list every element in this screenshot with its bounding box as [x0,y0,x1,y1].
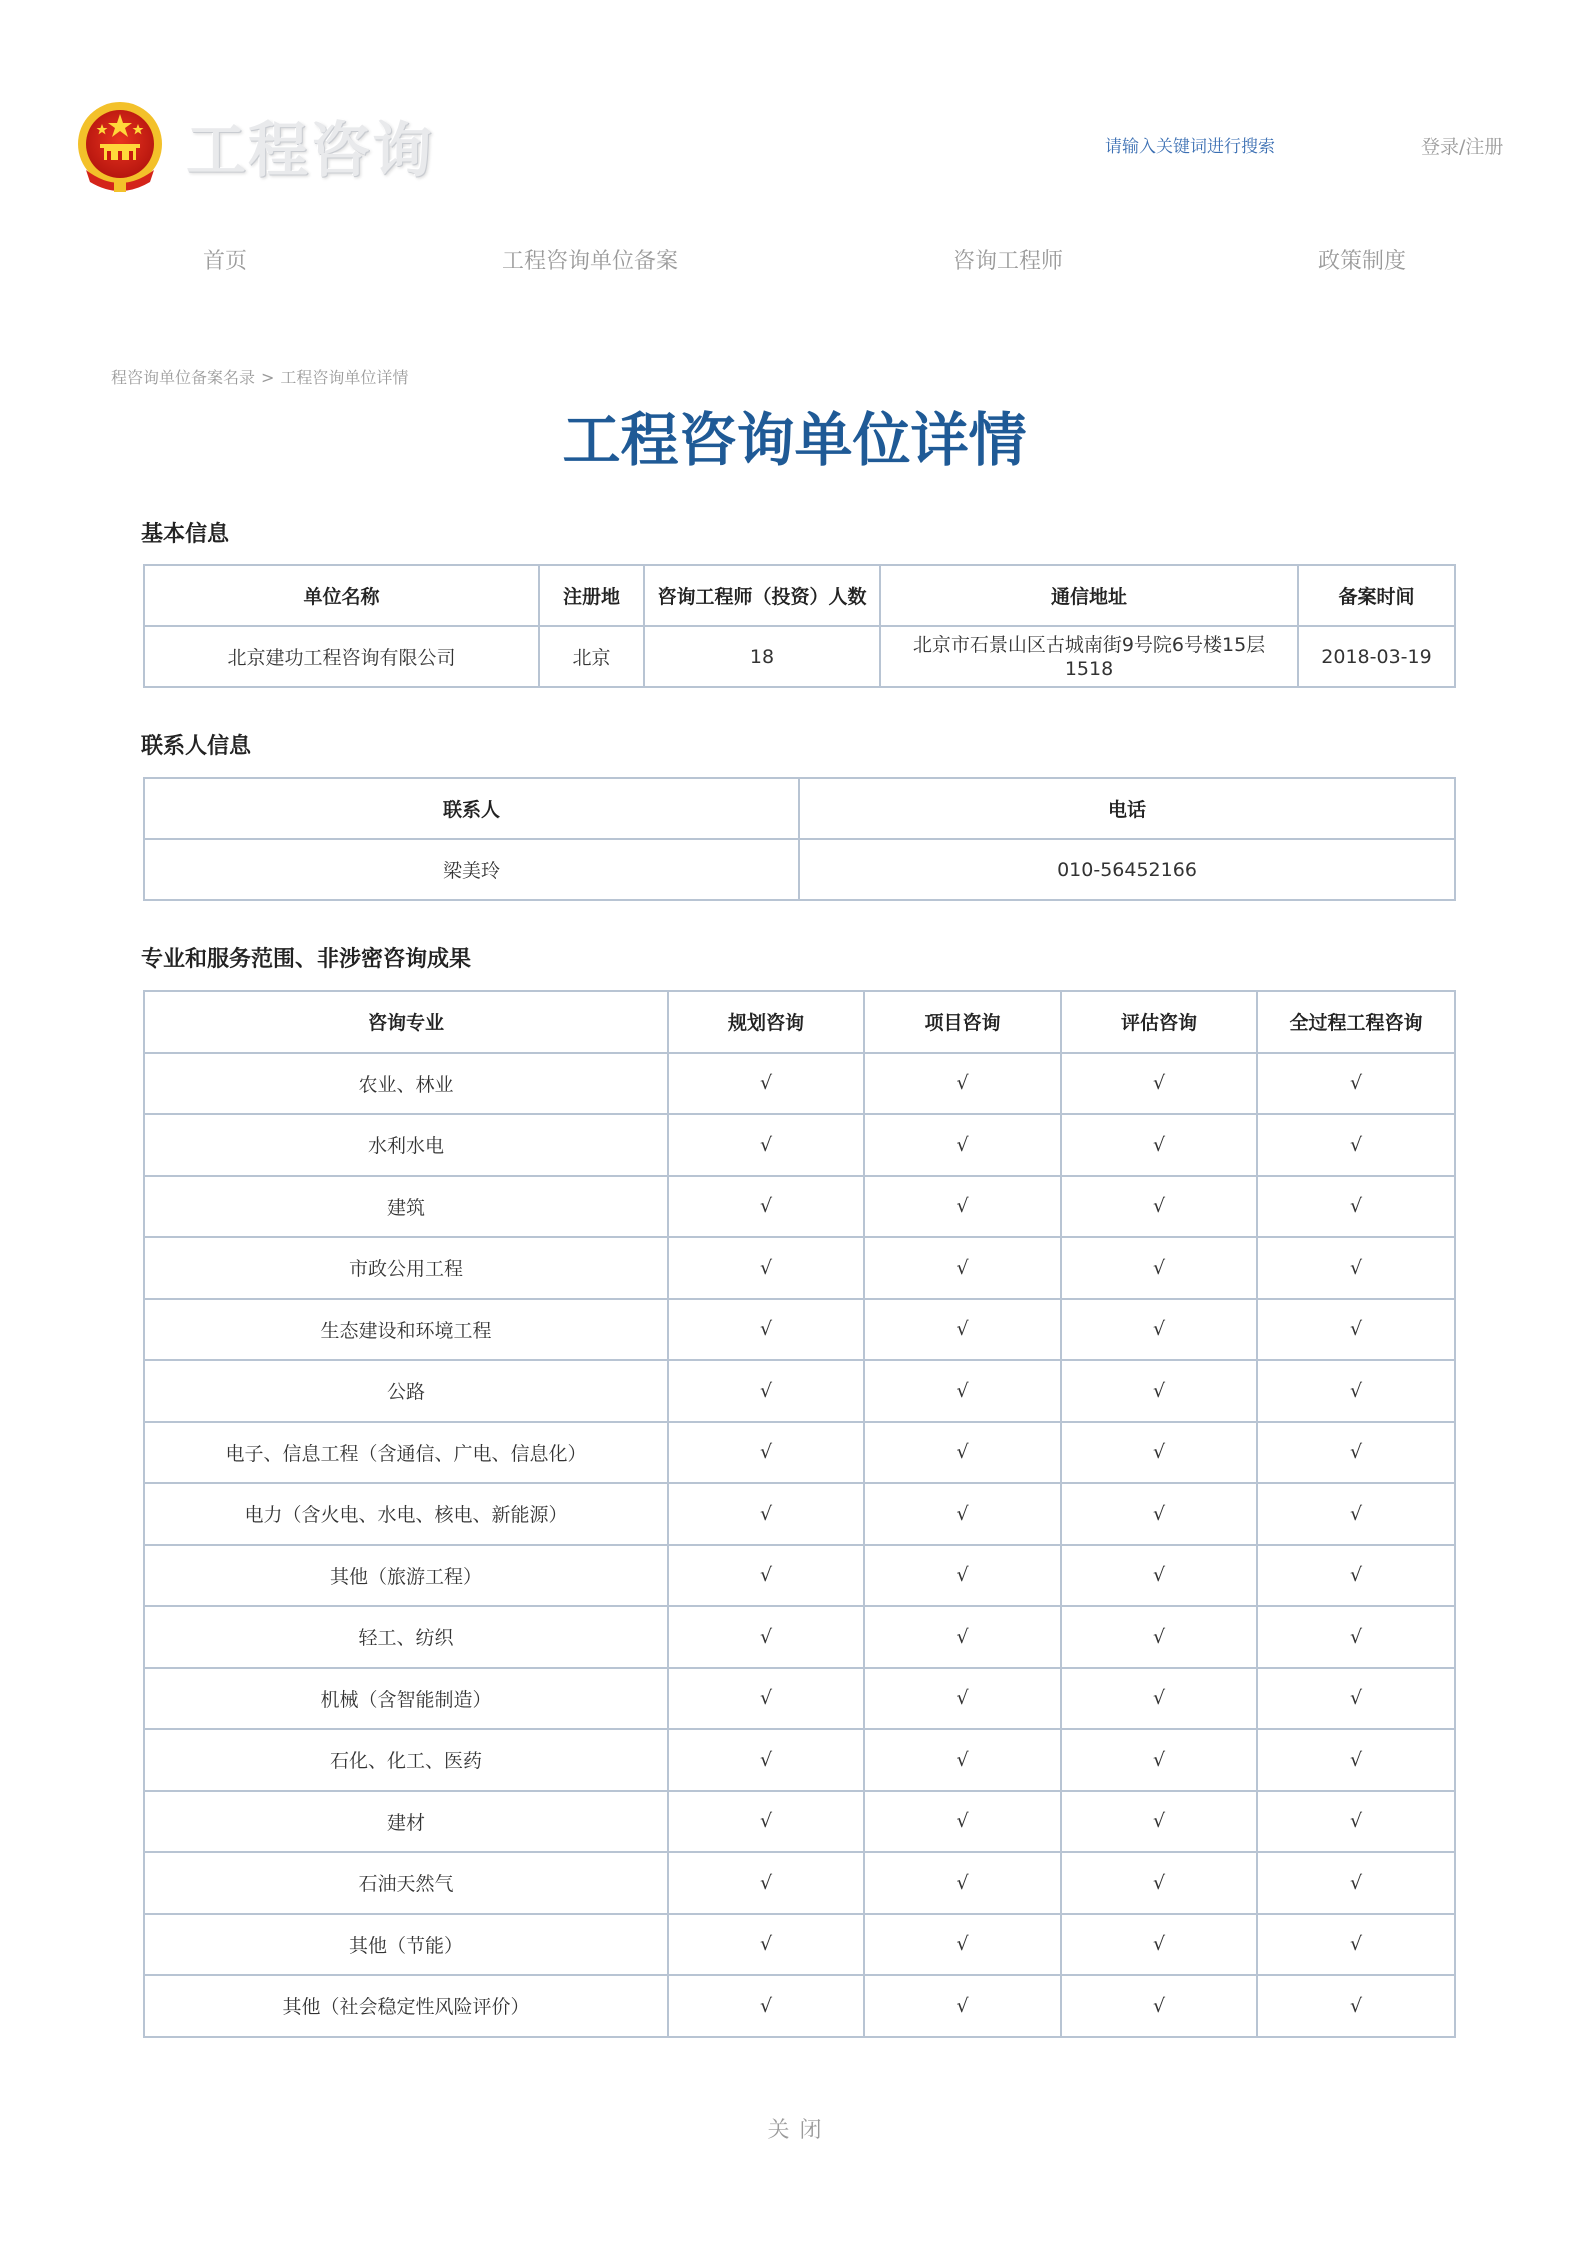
specialty-cell: 其他（旅游工程） [144,1545,668,1607]
site-header [0,0,1589,220]
check-mark-cell: √ [1257,1237,1455,1299]
site-title[interactable]: 工程咨询 [186,116,434,186]
specialty-cell: 其他（社会稳定性风险评价） [144,1975,668,2037]
specialty-cell: 石油天然气 [144,1852,668,1914]
check-mark-cell: √ [864,1176,1061,1238]
check-mark-cell: √ [668,1114,864,1176]
breadcrumb-current: 工程咨询单位详情 [280,368,409,387]
check-mark-cell: √ [864,1483,1061,1545]
check-mark-cell: √ [668,1668,864,1730]
nav-item-consulting-engineers[interactable]: 咨询工程师 [953,249,1064,274]
check-mark-cell: √ [668,1791,864,1853]
check-mark-cell: √ [1061,1114,1257,1176]
check-mark-cell: √ [1257,1668,1455,1730]
check-mark-cell: √ [864,1975,1061,2037]
check-mark-cell: √ [1061,1791,1257,1853]
table-row [144,1791,1455,1853]
check-mark-cell: √ [864,1299,1061,1361]
check-mark-cell: √ [1061,1975,1257,2037]
check-mark-cell: √ [668,1422,864,1484]
check-mark-cell: √ [864,1237,1061,1299]
table-row [144,1852,1455,1914]
check-mark-cell: √ [668,1729,864,1791]
check-mark-cell: √ [1257,1299,1455,1361]
column-header: 项目咨询 [864,991,1061,1053]
breadcrumb-separator: > [261,368,275,387]
check-mark-cell: √ [1257,1606,1455,1668]
basic-info-table [143,564,1456,688]
table-row [144,1483,1455,1545]
record-date-cell: 2018-03-19 [1298,626,1455,687]
check-mark-cell: √ [668,1975,864,2037]
check-mark-cell: √ [1061,1729,1257,1791]
check-mark-cell: √ [1061,1668,1257,1730]
check-mark-cell: √ [668,1914,864,1976]
check-mark-cell: √ [1061,1360,1257,1422]
phone-cell: 010-56452166 [799,839,1455,900]
table-row [144,1176,1455,1238]
table-header-row [144,565,1455,626]
column-header: 备案时间 [1298,565,1455,626]
check-mark-cell: √ [1061,1053,1257,1115]
check-mark-cell: √ [864,1114,1061,1176]
main-nav [0,240,1589,284]
table-row [144,1545,1455,1607]
specialty-cell: 其他（节能） [144,1914,668,1976]
column-header: 评估咨询 [1061,991,1257,1053]
check-mark-cell: √ [1061,1483,1257,1545]
close-bar [0,2114,1589,2148]
scope-table-body [144,1053,1455,2037]
check-mark-cell: √ [1257,1729,1455,1791]
contact-info-title: 联系人信息 [141,734,252,759]
specialty-cell: 市政公用工程 [144,1237,668,1299]
check-mark-cell: √ [668,1360,864,1422]
specialty-cell: 机械（含智能制造） [144,1668,668,1730]
check-mark-cell: √ [668,1483,864,1545]
check-mark-cell: √ [864,1606,1061,1668]
table-row [144,1914,1455,1976]
table-row [144,1053,1455,1115]
check-mark-cell: √ [1061,1545,1257,1607]
check-mark-cell: √ [1257,1053,1455,1115]
specialty-cell: 建筑 [144,1176,668,1238]
column-header: 通信地址 [880,565,1298,626]
engineer-count-cell: 18 [644,626,880,687]
specialty-cell: 公路 [144,1360,668,1422]
table-row [144,1668,1455,1730]
check-mark-cell: √ [1257,1114,1455,1176]
check-mark-cell: √ [864,1360,1061,1422]
breadcrumb-parent-link[interactable]: 程咨询单位备案名录 [111,368,256,387]
table-row [144,1299,1455,1361]
breadcrumb [111,366,408,390]
check-mark-cell: √ [1061,1237,1257,1299]
contact-name-cell: 梁美玲 [144,839,799,900]
column-header: 规划咨询 [668,991,864,1053]
table-header-row [144,991,1455,1053]
specialty-cell: 建材 [144,1791,668,1853]
table-row [144,1360,1455,1422]
specialty-cell: 轻工、纺织 [144,1606,668,1668]
nav-item-policies[interactable]: 政策制度 [1318,249,1407,274]
table-row [144,1729,1455,1791]
check-mark-cell: √ [1061,1606,1257,1668]
login-register-link[interactable]: 登录/注册 [1421,136,1504,158]
check-mark-cell: √ [1257,1852,1455,1914]
table-header-row [144,778,1455,839]
check-mark-cell: √ [1257,1791,1455,1853]
check-mark-cell: √ [668,1606,864,1668]
table-row [144,1114,1455,1176]
specialty-cell: 电力（含火电、水电、核电、新能源） [144,1483,668,1545]
check-mark-cell: √ [864,1914,1061,1976]
check-mark-cell: √ [668,1852,864,1914]
specialty-cell: 农业、林业 [144,1053,668,1115]
check-mark-cell: √ [1061,1914,1257,1976]
page-title: 工程咨询单位详情 [562,406,1027,474]
search-input[interactable] [1105,132,1335,162]
column-header: 联系人 [144,778,799,839]
address-cell: 北京市石景山区古城南街9号院6号楼15层1518 [880,626,1298,687]
check-mark-cell: √ [864,1545,1061,1607]
check-mark-cell: √ [864,1791,1061,1853]
check-mark-cell: √ [1061,1852,1257,1914]
check-mark-cell: √ [668,1237,864,1299]
region-cell: 北京 [539,626,644,687]
scope-title: 专业和服务范围、非涉密咨询成果 [141,947,472,972]
column-header: 全过程工程咨询 [1257,991,1455,1053]
check-mark-cell: √ [1257,1914,1455,1976]
check-mark-cell: √ [864,1422,1061,1484]
table-row [144,626,1455,687]
check-mark-cell: √ [1061,1176,1257,1238]
column-header: 电话 [799,778,1455,839]
check-mark-cell: √ [1257,1483,1455,1545]
contact-info-table [143,777,1456,901]
check-mark-cell: √ [864,1668,1061,1730]
check-mark-cell: √ [668,1053,864,1115]
check-mark-cell: √ [668,1176,864,1238]
table-row [144,1975,1455,2037]
column-header: 咨询工程师（投资）人数 [644,565,880,626]
nav-item-home[interactable]: 首页 [203,249,248,274]
table-row [144,839,1455,900]
check-mark-cell: √ [1061,1299,1257,1361]
specialty-cell: 生态建设和环境工程 [144,1299,668,1361]
specialty-cell: 电子、信息工程（含通信、广电、信息化） [144,1422,668,1484]
unit-name-cell: 北京建功工程咨询有限公司 [144,626,539,687]
check-mark-cell: √ [1257,1545,1455,1607]
nav-item-unit-registration[interactable]: 工程咨询单位备案 [502,249,679,274]
check-mark-cell: √ [1257,1975,1455,2037]
check-mark-cell: √ [864,1852,1061,1914]
check-mark-cell: √ [668,1299,864,1361]
table-row [144,1606,1455,1668]
specialty-cell: 水利水电 [144,1114,668,1176]
check-mark-cell: √ [1257,1422,1455,1484]
close-button[interactable]: 关闭 [767,2118,832,2143]
specialty-cell: 石化、化工、医药 [144,1729,668,1791]
national-emblem-icon[interactable] [76,100,164,196]
table-row [144,1237,1455,1299]
check-mark-cell: √ [1257,1176,1455,1238]
column-header: 咨询专业 [144,991,668,1053]
check-mark-cell: √ [864,1053,1061,1115]
table-row [144,1422,1455,1484]
column-header: 注册地 [539,565,644,626]
scope-table [143,990,1456,2038]
check-mark-cell: √ [864,1729,1061,1791]
column-header: 单位名称 [144,565,539,626]
check-mark-cell: √ [668,1545,864,1607]
check-mark-cell: √ [1257,1360,1455,1422]
check-mark-cell: √ [1061,1422,1257,1484]
basic-info-title: 基本信息 [141,522,230,547]
